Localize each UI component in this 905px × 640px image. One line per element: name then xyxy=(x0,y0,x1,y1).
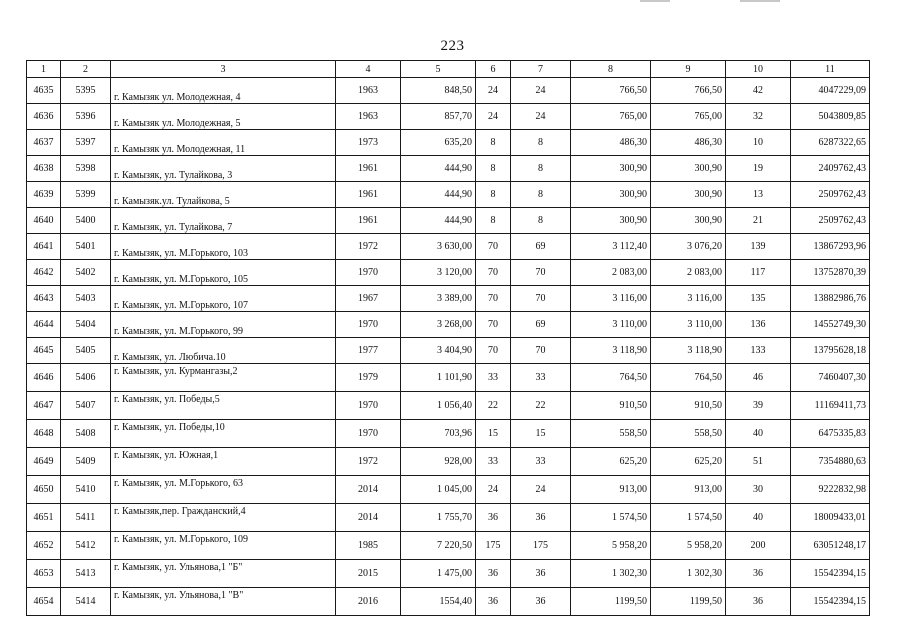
row-number-cell: 4652 xyxy=(27,532,61,560)
record-id-cell: 5403 xyxy=(61,286,111,312)
year-cell: 1963 xyxy=(336,104,401,130)
living-area-cell: 486,30 xyxy=(571,130,651,156)
count-cell: 8 xyxy=(476,130,511,156)
total-area-cell: 848,50 xyxy=(401,78,476,104)
total-area-cell: 1 045,00 xyxy=(401,476,476,504)
record-id-cell: 5396 xyxy=(61,104,111,130)
residents-cell: 21 xyxy=(726,208,791,234)
table-row xyxy=(27,312,870,338)
area-cell: 913,00 xyxy=(651,476,726,504)
address-cell: г. Камызяк, ул. Южная,1 xyxy=(111,448,336,476)
area-cell: 765,00 xyxy=(651,104,726,130)
record-id-cell: 5400 xyxy=(61,208,111,234)
count-cell: 24 xyxy=(511,104,571,130)
year-cell: 1961 xyxy=(336,156,401,182)
column-header: 2 xyxy=(61,61,111,78)
count-cell: 24 xyxy=(511,78,571,104)
year-cell: 1972 xyxy=(336,234,401,260)
count-cell: 22 xyxy=(511,392,571,420)
area-cell: 5 958,20 xyxy=(651,532,726,560)
column-header: 4 xyxy=(336,61,401,78)
record-id-cell: 5410 xyxy=(61,476,111,504)
year-cell: 1967 xyxy=(336,286,401,312)
table-row xyxy=(27,532,870,560)
count-cell: 24 xyxy=(476,476,511,504)
living-area-cell: 3 118,90 xyxy=(571,338,651,364)
table-row xyxy=(27,560,870,588)
row-number-cell: 4640 xyxy=(27,208,61,234)
cost-cell: 18009433,01 xyxy=(791,504,870,532)
residents-cell: 133 xyxy=(726,338,791,364)
count-cell: 8 xyxy=(511,208,571,234)
count-cell: 8 xyxy=(511,130,571,156)
cost-cell: 15542394,15 xyxy=(791,560,870,588)
address-cell: г. Камызяк, ул. Тулайкова, 3 xyxy=(111,156,336,182)
year-cell: 2014 xyxy=(336,476,401,504)
area-cell: 3 110,00 xyxy=(651,312,726,338)
address-cell: г. Камызяк, ул. М.Горького, 63 xyxy=(111,476,336,504)
address-cell: г. Камызяк, ул. М.Горького, 99 xyxy=(111,312,336,338)
row-number-cell: 4641 xyxy=(27,234,61,260)
table-row xyxy=(27,260,870,286)
total-area-cell: 444,90 xyxy=(401,208,476,234)
total-area-cell: 3 389,00 xyxy=(401,286,476,312)
table-row xyxy=(27,286,870,312)
row-number-cell: 4639 xyxy=(27,182,61,208)
residents-cell: 51 xyxy=(726,448,791,476)
cost-cell: 9222832,98 xyxy=(791,476,870,504)
address-cell: г. Камызяк, ул. Победы,5 xyxy=(111,392,336,420)
living-area-cell: 1 302,30 xyxy=(571,560,651,588)
year-cell: 1972 xyxy=(336,448,401,476)
table-row xyxy=(27,420,870,448)
address-cell: г. Камызяк, ул. М.Горького, 105 xyxy=(111,260,336,286)
count-cell: 33 xyxy=(511,364,571,392)
count-cell: 8 xyxy=(476,182,511,208)
area-cell: 300,90 xyxy=(651,156,726,182)
total-area-cell: 7 220,50 xyxy=(401,532,476,560)
living-area-cell: 3 116,00 xyxy=(571,286,651,312)
living-area-cell: 5 958,20 xyxy=(571,532,651,560)
living-area-cell: 910,50 xyxy=(571,392,651,420)
record-id-cell: 5409 xyxy=(61,448,111,476)
count-cell: 36 xyxy=(476,560,511,588)
living-area-cell: 764,50 xyxy=(571,364,651,392)
count-cell: 69 xyxy=(511,312,571,338)
row-number-cell: 4642 xyxy=(27,260,61,286)
living-area-cell: 765,00 xyxy=(571,104,651,130)
row-number-cell: 4635 xyxy=(27,78,61,104)
cost-cell: 14552749,30 xyxy=(791,312,870,338)
table-row xyxy=(27,364,870,392)
living-area-cell: 300,90 xyxy=(571,156,651,182)
address-cell: г. Камызяк, ул. М.Горького, 103 xyxy=(111,234,336,260)
year-cell: 1961 xyxy=(336,182,401,208)
year-cell: 1979 xyxy=(336,364,401,392)
scan-artifact-line xyxy=(740,0,780,2)
area-cell: 1 302,30 xyxy=(651,560,726,588)
table-row xyxy=(27,130,870,156)
record-id-cell: 5395 xyxy=(61,78,111,104)
count-cell: 70 xyxy=(476,234,511,260)
year-cell: 1961 xyxy=(336,208,401,234)
year-cell: 1985 xyxy=(336,532,401,560)
column-header: 6 xyxy=(476,61,511,78)
address-cell: г. Камызяк, ул. Любича.10 xyxy=(111,338,336,364)
record-id-cell: 5407 xyxy=(61,392,111,420)
page-number: 223 xyxy=(440,38,465,54)
row-number-cell: 4649 xyxy=(27,448,61,476)
row-number-cell: 4644 xyxy=(27,312,61,338)
count-cell: 24 xyxy=(511,476,571,504)
header-row xyxy=(27,61,870,78)
total-area-cell: 1554,40 xyxy=(401,588,476,616)
residents-cell: 117 xyxy=(726,260,791,286)
table-row xyxy=(27,338,870,364)
count-cell: 15 xyxy=(476,420,511,448)
cost-cell: 4047229,09 xyxy=(791,78,870,104)
total-area-cell: 857,70 xyxy=(401,104,476,130)
column-header: 5 xyxy=(401,61,476,78)
cost-cell: 6475335,83 xyxy=(791,420,870,448)
year-cell: 1970 xyxy=(336,420,401,448)
year-cell: 1963 xyxy=(336,78,401,104)
count-cell: 33 xyxy=(476,364,511,392)
table-row xyxy=(27,208,870,234)
scan-artifact-line xyxy=(640,0,670,2)
cost-cell: 2509762,43 xyxy=(791,182,870,208)
total-area-cell: 3 268,00 xyxy=(401,312,476,338)
address-cell: г. Камызяк, ул. Ульянова,1 "Б" xyxy=(111,560,336,588)
residents-cell: 46 xyxy=(726,364,791,392)
count-cell: 175 xyxy=(511,532,571,560)
row-number-cell: 4651 xyxy=(27,504,61,532)
cost-cell: 13867293,96 xyxy=(791,234,870,260)
table-row xyxy=(27,476,870,504)
area-cell: 2 083,00 xyxy=(651,260,726,286)
table-row xyxy=(27,104,870,130)
address-cell: г. Камызяк ул. Молодежная, 4 xyxy=(111,78,336,104)
count-cell: 33 xyxy=(476,448,511,476)
count-cell: 36 xyxy=(476,504,511,532)
row-number-cell: 4654 xyxy=(27,588,61,616)
count-cell: 175 xyxy=(476,532,511,560)
total-area-cell: 928,00 xyxy=(401,448,476,476)
cost-cell: 11169411,73 xyxy=(791,392,870,420)
count-cell: 8 xyxy=(511,182,571,208)
address-cell: г. Камызяк,пер. Гражданский,4 xyxy=(111,504,336,532)
row-number-cell: 4645 xyxy=(27,338,61,364)
living-area-cell: 300,90 xyxy=(571,182,651,208)
column-header: 11 xyxy=(791,61,870,78)
cost-cell: 13882986,76 xyxy=(791,286,870,312)
count-cell: 22 xyxy=(476,392,511,420)
living-area-cell: 625,20 xyxy=(571,448,651,476)
living-area-cell: 913,00 xyxy=(571,476,651,504)
table-row xyxy=(27,504,870,532)
residents-cell: 10 xyxy=(726,130,791,156)
residents-cell: 36 xyxy=(726,588,791,616)
residents-cell: 19 xyxy=(726,156,791,182)
area-cell: 1 574,50 xyxy=(651,504,726,532)
address-cell: г. Камызяк, ул. Победы,10 xyxy=(111,420,336,448)
row-number-cell: 4647 xyxy=(27,392,61,420)
area-cell: 625,20 xyxy=(651,448,726,476)
count-cell: 33 xyxy=(511,448,571,476)
residents-cell: 40 xyxy=(726,420,791,448)
record-id-cell: 5404 xyxy=(61,312,111,338)
record-id-cell: 5411 xyxy=(61,504,111,532)
residents-cell: 135 xyxy=(726,286,791,312)
count-cell: 69 xyxy=(511,234,571,260)
record-id-cell: 5408 xyxy=(61,420,111,448)
table-row xyxy=(27,448,870,476)
year-cell: 1970 xyxy=(336,392,401,420)
cost-cell: 15542394,15 xyxy=(791,588,870,616)
address-cell: г. Камызяк, ул. Ульянова,1 "В" xyxy=(111,588,336,616)
row-number-cell: 4646 xyxy=(27,364,61,392)
record-id-cell: 5414 xyxy=(61,588,111,616)
cost-cell: 13795628,18 xyxy=(791,338,870,364)
year-cell: 2015 xyxy=(336,560,401,588)
living-area-cell: 300,90 xyxy=(571,208,651,234)
total-area-cell: 3 404,90 xyxy=(401,338,476,364)
column-header: 10 xyxy=(726,61,791,78)
residents-cell: 39 xyxy=(726,392,791,420)
address-cell: г. Камызяк ул. Молодежная, 11 xyxy=(111,130,336,156)
residents-cell: 32 xyxy=(726,104,791,130)
address-cell: г. Камызяк ул. Молодежная, 5 xyxy=(111,104,336,130)
count-cell: 70 xyxy=(511,338,571,364)
year-cell: 1970 xyxy=(336,312,401,338)
count-cell: 24 xyxy=(476,104,511,130)
cost-cell: 63051248,17 xyxy=(791,532,870,560)
row-number-cell: 4638 xyxy=(27,156,61,182)
table-body xyxy=(27,78,870,616)
year-cell: 2016 xyxy=(336,588,401,616)
living-area-cell: 3 112,40 xyxy=(571,234,651,260)
table-row xyxy=(27,234,870,260)
address-cell: г. Камызяк, ул. М.Горького, 109 xyxy=(111,532,336,560)
table-row xyxy=(27,588,870,616)
record-id-cell: 5397 xyxy=(61,130,111,156)
count-cell: 70 xyxy=(511,286,571,312)
total-area-cell: 703,96 xyxy=(401,420,476,448)
table-row xyxy=(27,392,870,420)
cost-cell: 2509762,43 xyxy=(791,208,870,234)
total-area-cell: 3 630,00 xyxy=(401,234,476,260)
living-area-cell: 558,50 xyxy=(571,420,651,448)
area-cell: 3 116,00 xyxy=(651,286,726,312)
record-id-cell: 5412 xyxy=(61,532,111,560)
count-cell: 8 xyxy=(476,208,511,234)
cost-cell: 13752870,39 xyxy=(791,260,870,286)
total-area-cell: 444,90 xyxy=(401,182,476,208)
living-area-cell: 766,50 xyxy=(571,78,651,104)
count-cell: 8 xyxy=(511,156,571,182)
total-area-cell: 1 755,70 xyxy=(401,504,476,532)
table-row xyxy=(27,156,870,182)
count-cell: 15 xyxy=(511,420,571,448)
count-cell: 8 xyxy=(476,156,511,182)
count-cell: 36 xyxy=(476,588,511,616)
residents-cell: 200 xyxy=(726,532,791,560)
area-cell: 910,50 xyxy=(651,392,726,420)
area-cell: 558,50 xyxy=(651,420,726,448)
residents-cell: 13 xyxy=(726,182,791,208)
record-id-cell: 5402 xyxy=(61,260,111,286)
row-number-cell: 4650 xyxy=(27,476,61,504)
record-id-cell: 5406 xyxy=(61,364,111,392)
total-area-cell: 635,20 xyxy=(401,130,476,156)
area-cell: 486,30 xyxy=(651,130,726,156)
count-cell: 70 xyxy=(476,312,511,338)
count-cell: 24 xyxy=(476,78,511,104)
residents-cell: 30 xyxy=(726,476,791,504)
area-cell: 766,50 xyxy=(651,78,726,104)
residents-cell: 42 xyxy=(726,78,791,104)
residents-cell: 136 xyxy=(726,312,791,338)
cost-cell: 7354880,63 xyxy=(791,448,870,476)
address-cell: г. Камызяк, ул. М.Горького, 107 xyxy=(111,286,336,312)
living-area-cell: 1199,50 xyxy=(571,588,651,616)
count-cell: 70 xyxy=(476,260,511,286)
total-area-cell: 1 056,40 xyxy=(401,392,476,420)
cost-cell: 7460407,30 xyxy=(791,364,870,392)
count-cell: 70 xyxy=(476,338,511,364)
address-cell: г. Камызяк.ул. Тулайкова, 5 xyxy=(111,182,336,208)
column-header: 7 xyxy=(511,61,571,78)
row-number-cell: 4648 xyxy=(27,420,61,448)
record-id-cell: 5405 xyxy=(61,338,111,364)
count-cell: 70 xyxy=(511,260,571,286)
record-id-cell: 5398 xyxy=(61,156,111,182)
cost-cell: 5043809,85 xyxy=(791,104,870,130)
record-id-cell: 5399 xyxy=(61,182,111,208)
count-cell: 36 xyxy=(511,504,571,532)
living-area-cell: 2 083,00 xyxy=(571,260,651,286)
total-area-cell: 1 475,00 xyxy=(401,560,476,588)
column-header: 9 xyxy=(651,61,726,78)
year-cell: 1970 xyxy=(336,260,401,286)
area-cell: 1199,50 xyxy=(651,588,726,616)
table-row xyxy=(27,78,870,104)
total-area-cell: 444,90 xyxy=(401,156,476,182)
count-cell: 70 xyxy=(476,286,511,312)
row-number-cell: 4636 xyxy=(27,104,61,130)
year-cell: 1977 xyxy=(336,338,401,364)
total-area-cell: 3 120,00 xyxy=(401,260,476,286)
row-number-cell: 4643 xyxy=(27,286,61,312)
year-cell: 1973 xyxy=(336,130,401,156)
residents-cell: 139 xyxy=(726,234,791,260)
table-row xyxy=(27,182,870,208)
area-cell: 300,90 xyxy=(651,182,726,208)
area-cell: 3 076,20 xyxy=(651,234,726,260)
area-cell: 300,90 xyxy=(651,208,726,234)
living-area-cell: 1 574,50 xyxy=(571,504,651,532)
area-cell: 3 118,90 xyxy=(651,338,726,364)
housing-registry-table xyxy=(26,60,870,616)
total-area-cell: 1 101,90 xyxy=(401,364,476,392)
column-header: 8 xyxy=(571,61,651,78)
cost-cell: 6287322,65 xyxy=(791,130,870,156)
residents-cell: 36 xyxy=(726,560,791,588)
record-id-cell: 5401 xyxy=(61,234,111,260)
living-area-cell: 3 110,00 xyxy=(571,312,651,338)
residents-cell: 40 xyxy=(726,504,791,532)
column-header: 3 xyxy=(111,61,336,78)
row-number-cell: 4653 xyxy=(27,560,61,588)
address-cell: г. Камызяк, ул. Тулайкова, 7 xyxy=(111,208,336,234)
row-number-cell: 4637 xyxy=(27,130,61,156)
record-id-cell: 5413 xyxy=(61,560,111,588)
area-cell: 764,50 xyxy=(651,364,726,392)
column-header: 1 xyxy=(27,61,61,78)
address-cell: г. Камызяк, ул. Курмангазы,2 xyxy=(111,364,336,392)
count-cell: 36 xyxy=(511,588,571,616)
cost-cell: 2409762,43 xyxy=(791,156,870,182)
count-cell: 36 xyxy=(511,560,571,588)
year-cell: 2014 xyxy=(336,504,401,532)
